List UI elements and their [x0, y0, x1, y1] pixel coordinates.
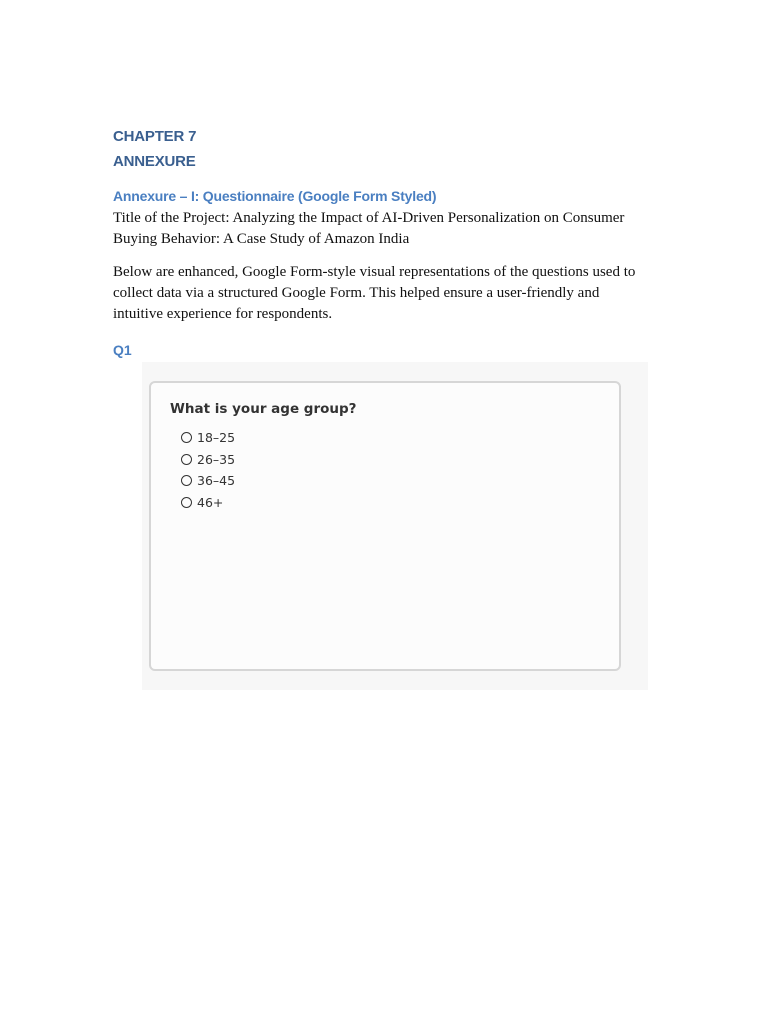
radio-icon[interactable] — [181, 454, 192, 465]
form-question-card — [149, 381, 621, 671]
option-36-45[interactable] — [181, 470, 235, 492]
radio-icon[interactable] — [181, 497, 192, 508]
option-46-plus[interactable] — [181, 492, 235, 514]
option-label: 18–25 — [197, 430, 236, 446]
document-page — [113, 124, 653, 510]
chapter-title: ANNEXURE — [113, 153, 196, 170]
intro-paragraph: Below are enhanced, Google Form-style visual representations of the questions used to collect data via a structured Google Form. This helped ensure a user-friendly and intuitive experience for respondents. — [113, 264, 636, 322]
chapter-number: CHAPTER 7 — [113, 128, 197, 145]
option-18-25[interactable] — [181, 427, 235, 449]
option-label: 36–45 — [197, 473, 236, 489]
form-question-text: What is your age group? — [170, 401, 357, 417]
section-heading: Annexure – I: Questionnaire (Google Form Styled) — [113, 188, 437, 204]
option-26-35[interactable] — [181, 449, 235, 471]
project-title: Title of the Project: Analyzing the Impact of AI-Driven Personalization on Consumer Buying Behavior: A Case Study of Amazon India — [113, 210, 625, 247]
option-label: 46+ — [197, 494, 224, 510]
option-label: 26–35 — [197, 451, 236, 467]
radio-icon[interactable] — [181, 475, 192, 486]
question-label: Q1 — [113, 342, 132, 358]
form-options-list — [181, 427, 235, 513]
radio-icon[interactable] — [181, 432, 192, 443]
